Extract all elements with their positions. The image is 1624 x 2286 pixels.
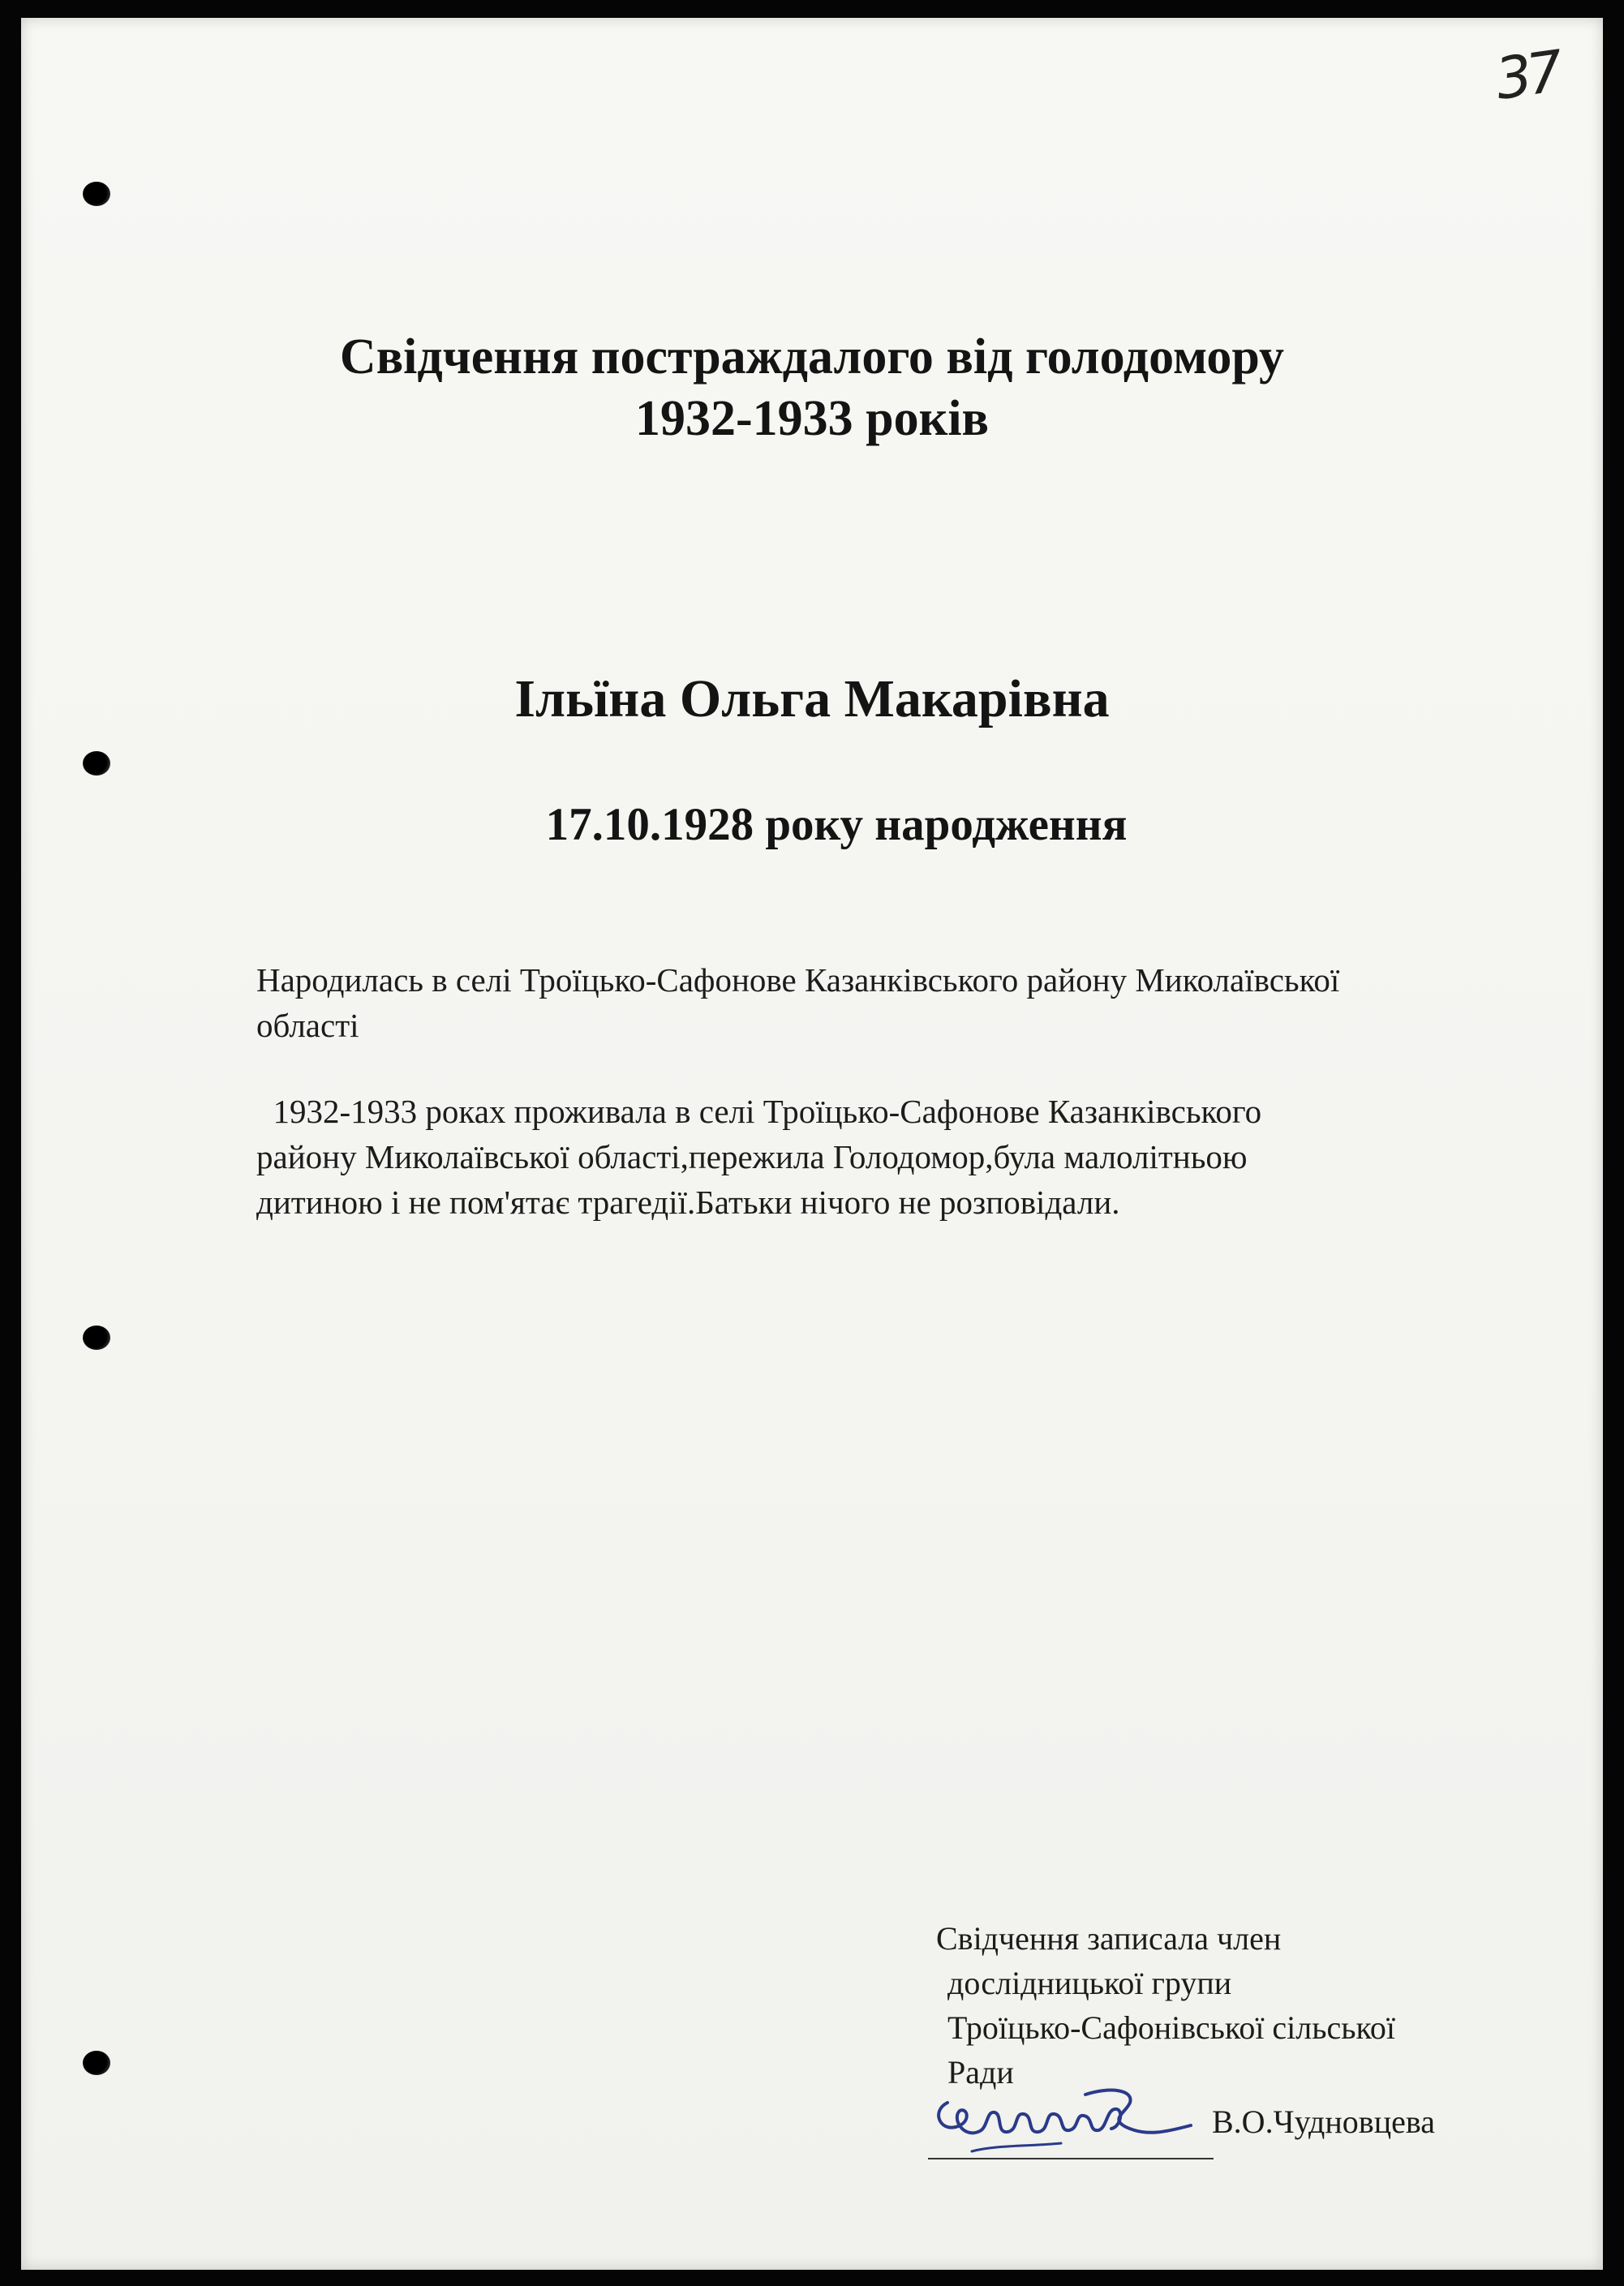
title-line-2: 1932-1933 років (634, 391, 990, 446)
punch-hole (83, 2051, 110, 2075)
document-page (21, 18, 1603, 2270)
document-title (183, 326, 1441, 449)
punch-hole (83, 182, 110, 206)
handwritten-signature (923, 2062, 1215, 2168)
recorder-line: дослідницької групи (947, 1965, 1232, 2001)
title-line-1: Свідчення постраждалого від голодомору (339, 329, 1285, 385)
paragraph-line: Народилась в селі Троїцько-Сафонове Казанківського району Миколаївської (256, 961, 1340, 999)
handwritten-page-number: 37 (1491, 38, 1563, 113)
paragraph-line: району Миколаївської області,пережила Голодомор,була малолітньою (256, 1138, 1248, 1175)
recorder-line: Ради (947, 2054, 1014, 2090)
signature-name: В.О.Чудновцева (1212, 2103, 1435, 2140)
signature-line (928, 2158, 1214, 2159)
punch-hole (83, 1326, 110, 1350)
birth-date: 17.10.1928 року народження (545, 799, 1128, 850)
paragraph-line: дитиною і не пом'ятає трагедії.Батьки нічого не розповідали. (256, 1184, 1120, 1221)
paragraph-birthplace (256, 957, 1514, 1048)
punch-hole (83, 751, 110, 776)
recorder-line: Троїцько-Сафонівської сільської (947, 2009, 1396, 2046)
paragraph-line: області (256, 1007, 359, 1044)
person-name: Ільїна Ольга Макарівна (514, 669, 1110, 728)
paragraph-line: 1932-1933 роках проживала в селі Троїцько-Сафонове Казанківського (256, 1093, 1262, 1130)
paragraph-testimony (256, 1089, 1514, 1225)
recorder-line: Свідчення записала член (936, 1920, 1282, 1957)
